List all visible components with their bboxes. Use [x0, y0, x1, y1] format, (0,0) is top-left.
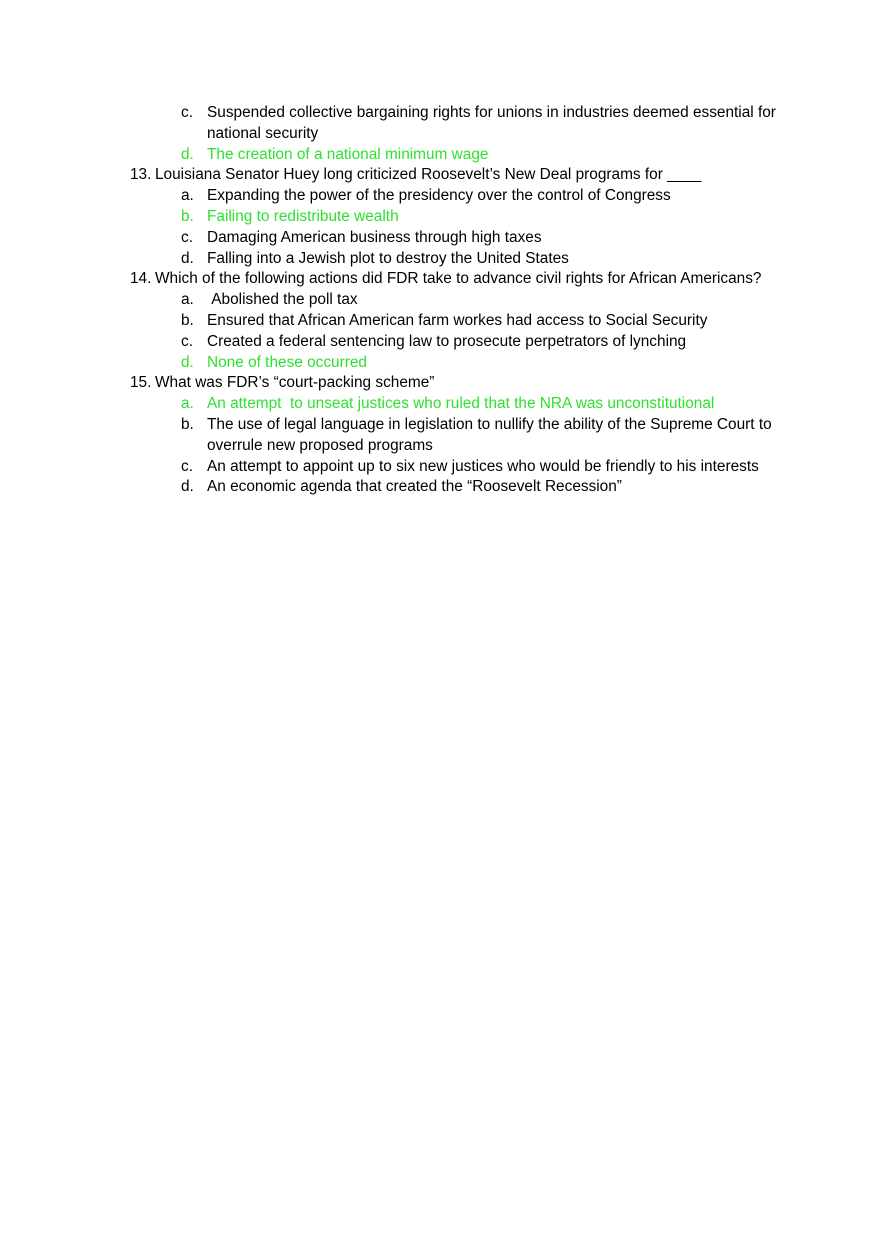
option-text: Damaging American business through high taxes — [207, 228, 542, 246]
answer-option — [0, 332, 777, 353]
option-text: Expanding the power of the presidency over the control of Congress — [207, 187, 671, 205]
answer-option-correct — [0, 394, 777, 415]
answer-option — [0, 249, 777, 270]
option-letter: d. — [181, 353, 194, 371]
question-text: Which of the following actions did FDR take to advance civil rights for African Americans? — [155, 270, 762, 288]
answer-option — [0, 290, 777, 311]
option-letter: c. — [181, 104, 193, 121]
answer-option-correct — [0, 207, 777, 228]
question-number: 13. — [130, 166, 152, 184]
question — [0, 269, 775, 290]
option-letter: a. — [181, 187, 194, 205]
option-text: Ensured that African American farm workes had access to Social Security — [207, 311, 708, 329]
option-letter: b. — [181, 207, 194, 225]
answer-option — [0, 457, 777, 478]
option-letter: c. — [181, 228, 193, 246]
option-letter: c. — [181, 457, 193, 475]
question-text: What was FDR’s “court-packing scheme” — [155, 374, 435, 392]
question — [0, 165, 775, 186]
option-letter: d. — [181, 478, 194, 496]
answer-option — [0, 103, 781, 145]
option-text: Created a federal sentencing law to prosecute perpetrators of lynching — [207, 332, 687, 350]
option-text: The use of legal language in legislation to nullify the ability of the Supreme Court to overrule new proposed programs — [207, 415, 776, 454]
option-text: Suspended collective bargaining rights for unions in industries deemed essential for national security — [207, 104, 781, 142]
option-text: Abolished the poll tax — [207, 291, 358, 309]
option-letter: a. — [181, 395, 194, 413]
option-text: An economic agenda that created the “Roosevelt Recession” — [207, 478, 622, 496]
question-number: 14. — [130, 270, 152, 288]
answer-option — [0, 228, 777, 249]
option-text: An attempt to appoint up to six new justices who would be friendly to his interests — [207, 457, 759, 475]
question — [0, 373, 775, 394]
option-text: An attempt to unseat justices who ruled that the NRA was unconstitutional — [207, 395, 715, 413]
answer-option — [0, 415, 777, 457]
answer-option-correct — [0, 353, 777, 374]
document-page — [0, 103, 880, 498]
option-letter: b. — [181, 311, 194, 329]
option-letter: d. — [181, 145, 194, 163]
answer-option — [0, 186, 777, 207]
question-text: Louisiana Senator Huey long criticized Roosevelt’s New Deal programs for ____ — [155, 166, 702, 184]
option-letter: b. — [181, 415, 194, 433]
question-number: 15. — [130, 374, 152, 392]
option-letter: a. — [181, 291, 194, 309]
answer-option-correct — [0, 145, 777, 166]
answer-option — [0, 311, 777, 332]
option-text: None of these occurred — [207, 353, 367, 371]
option-letter: c. — [181, 332, 193, 350]
option-text: Failing to redistribute wealth — [207, 207, 399, 225]
option-text: Falling into a Jewish plot to destroy the United States — [207, 249, 569, 267]
option-letter: d. — [181, 249, 194, 267]
answer-option — [0, 477, 777, 498]
option-text: The creation of a national minimum wage — [207, 145, 489, 163]
